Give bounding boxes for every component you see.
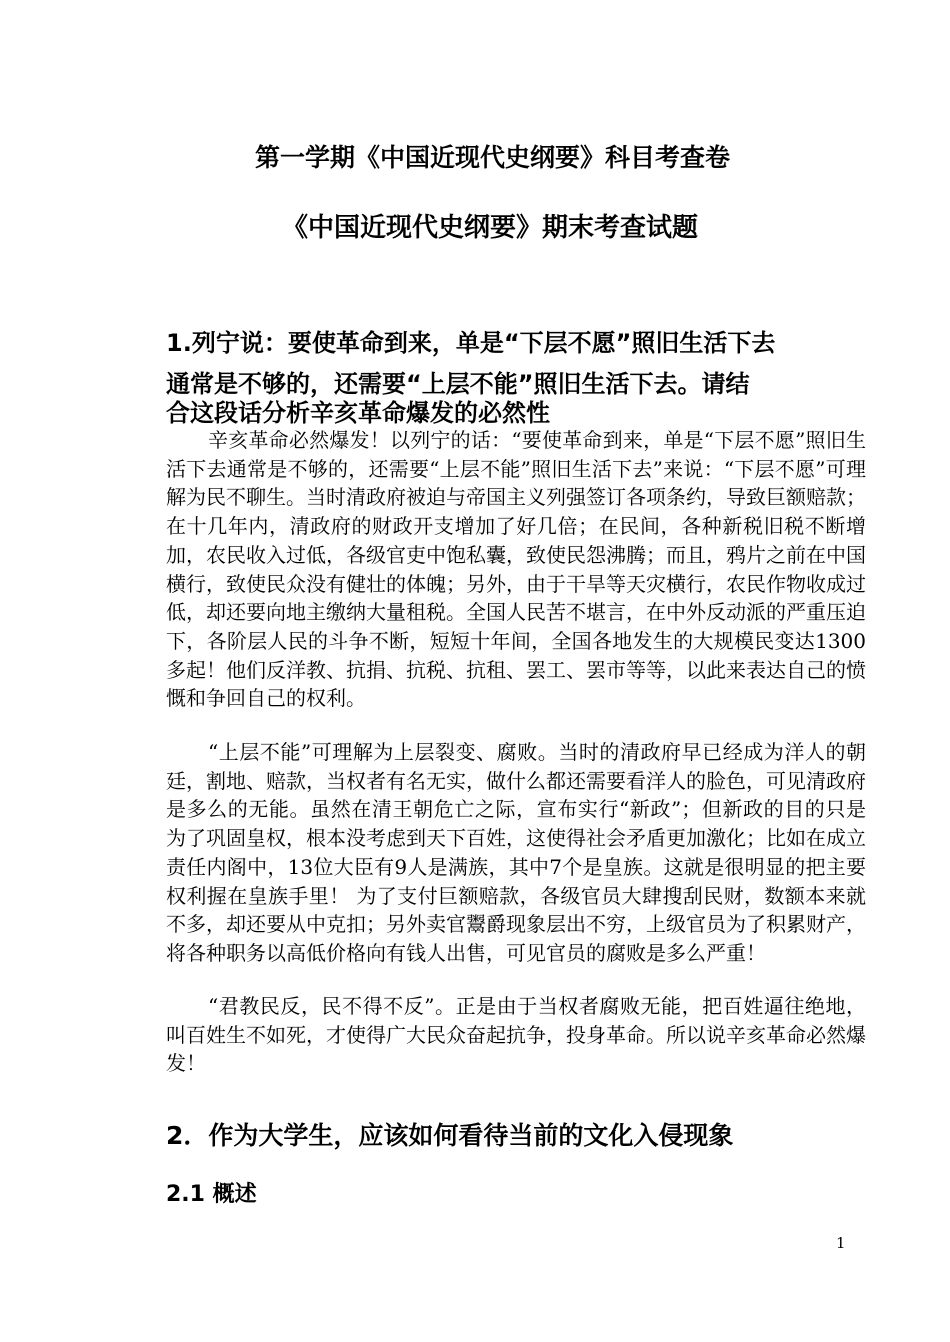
section-2-1-heading: 2.1 概述 bbox=[166, 1182, 257, 1207]
answer-paragraph-2: “上层不能”可理解为上层裂变、腐败。当时的清政府早已经成为洋人的朝廷，割地、赔款，当权者有名无实，做什么都还需要看洋人的脸色，可见清政府是多么的无能。虽然在清王朝危亡之际，宣布实行“新政”；但新政的目的只是为了巩固皇权，根本没考虑到天下百姓，这使得社会矛盾更加激化；比如在成立责任内阁中，13位大臣有9人是满族，其中7个是皇族。这就是很明显的把主要权利握在皇族手里！ 为了支付巨额赔款，各级官员大肆搜刮民财，数额本来就不多，却还要从中克扣；另外卖官鬻爵现象层出不穷，上级官员为了积累财产，将各种职务以高低价格向有钱人出售，可见官员的腐败是多么严重！ bbox=[166, 740, 866, 965]
answer-paragraph-1-block bbox=[166, 426, 866, 713]
answer-paragraph-3: “君教民反，民不得不反”。正是由于当权者腐败无能，把百姓逼往绝地，叫百姓生不如死，才使得广大民众奋起抗争，投身革命。所以说辛亥革命必然爆发！ bbox=[166, 994, 866, 1076]
question-2-heading: 2．作为大学生，应该如何看待当前的文化入侵现象 bbox=[166, 1121, 734, 1150]
question-1-heading-line-2: 通常是不够的，还需要“上层不能”照旧生活下去。请结 bbox=[166, 370, 750, 398]
question-1-heading-line-1: 1.列宁说：要使革命到来，单是“下层不愿”照旧生活下去 bbox=[166, 329, 776, 357]
question-1-heading-line-3: 合这段话分析辛亥革命爆发的必然性 bbox=[166, 399, 550, 427]
answer-paragraph-3-block bbox=[166, 992, 866, 1078]
page-number: 1 bbox=[836, 1234, 846, 1252]
answer-paragraph-1: 辛亥革命必然爆发！以列宁的话：“要使革命到来，单是“下层不愿”照旧生活下去通常是不够的，还需要“上层不能”照旧生活下去”来说：“下层不愿”可理解为民不聊生。当时清政府被迫与帝国主义列强签订各项条约，导致巨额赔款；在十几年内，清政府的财政开支增加了好几倍；在民间，各种新税旧税不断增加，农民收入过低，各级官吏中饱私囊，致使民怨沸腾；而且，鸦片之前在中国横行，致使民众没有健壮的体魄；另外，由于干旱等天灾横行，农民作物收成过低，却还要向地主缴纳大量租税。全国人民苦不堪言，在中外反动派的严重压迫下，各阶层人民的斗争不断，短短十年间，全国各地发生的大规模民变达1300多起！他们反洋教、抗捐、抗税、抗租、罢工、罢市等等，以此来表达自己的愤慨和争回自己的权利。 bbox=[166, 428, 866, 711]
document-subtitle: 《中国近现代史纲要》期末考查试题 bbox=[282, 213, 699, 243]
answer-paragraph-2-block bbox=[166, 738, 866, 968]
document-title: 第一学期《中国近现代史纲要》科目考查卷 bbox=[255, 143, 731, 172]
